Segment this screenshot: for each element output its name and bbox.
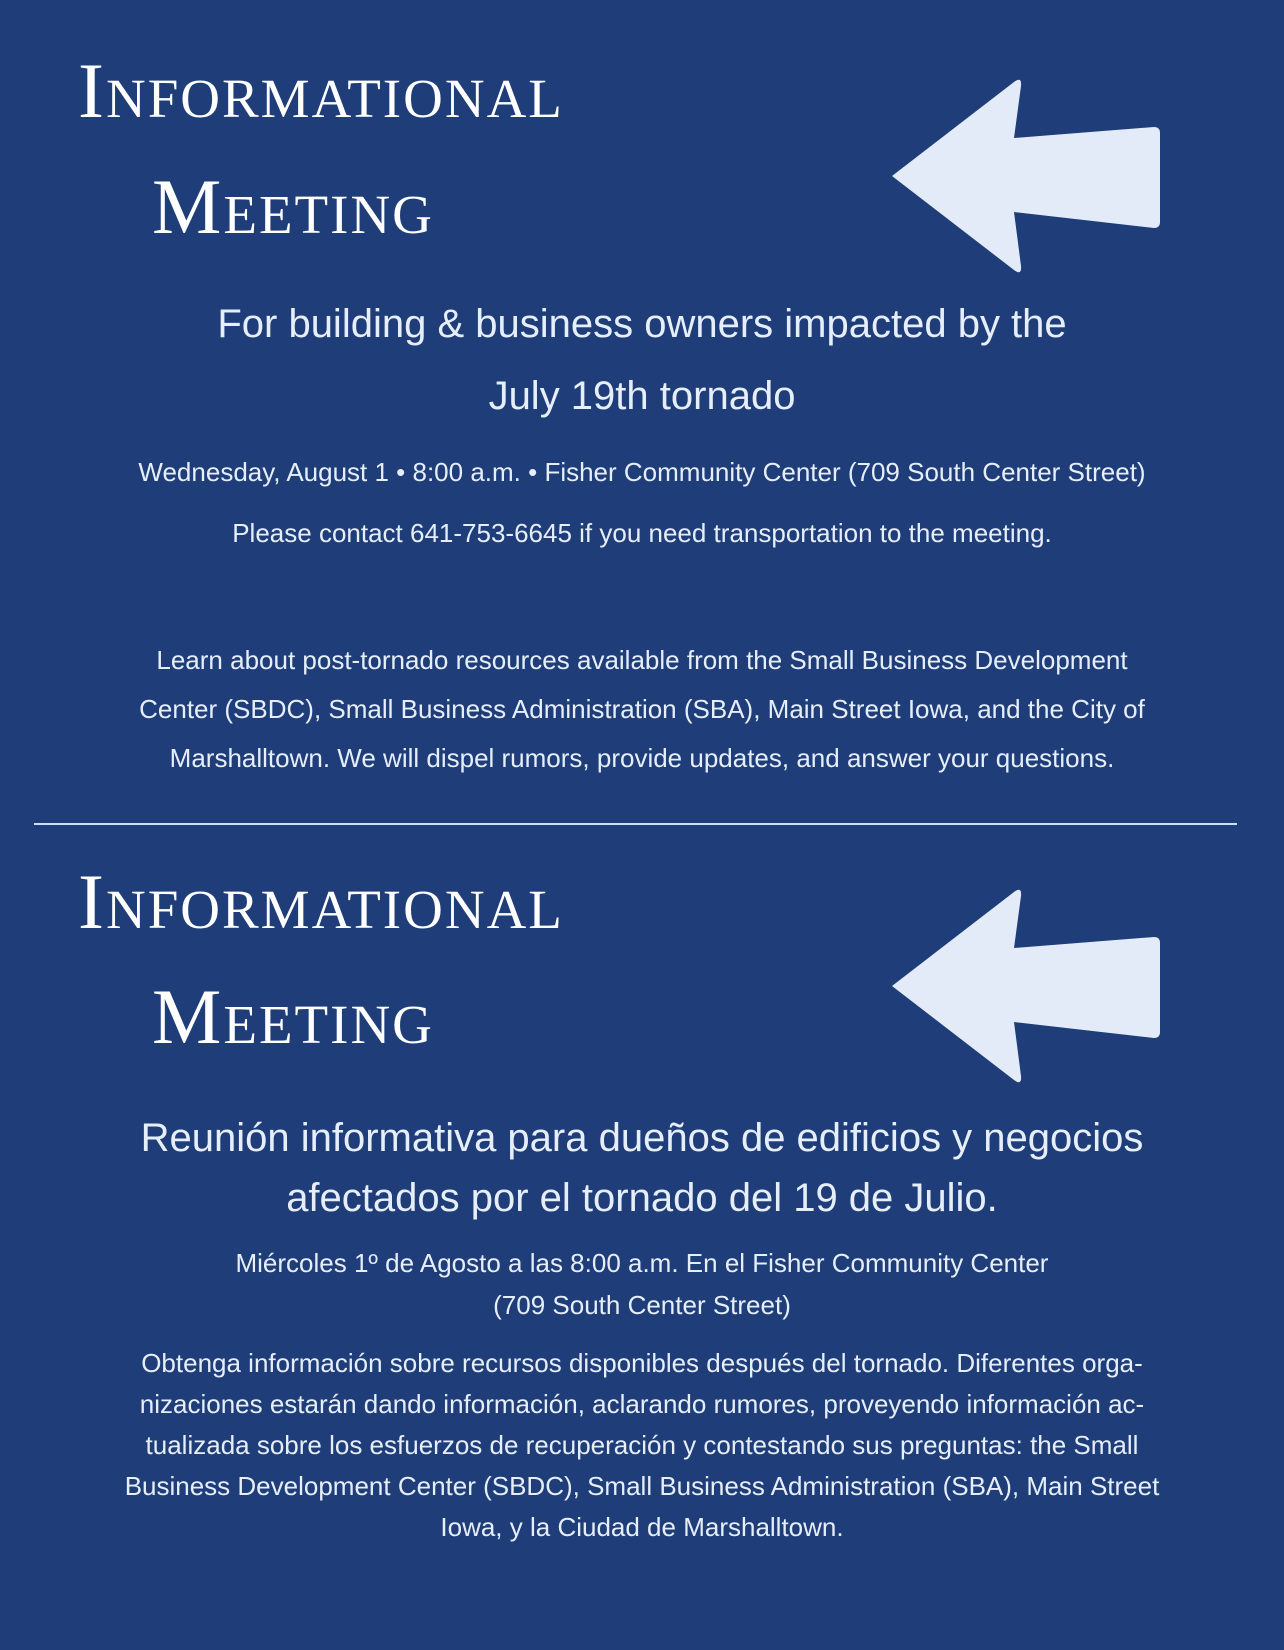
description-line: Learn about post-tornado resources available from the Small Business Development — [156, 645, 1128, 675]
subtitle-line2-en: July 19th tornado — [488, 374, 796, 418]
section-divider — [34, 823, 1237, 825]
subtitle-line2-es: afectados por el tornado del 19 de Julio. — [286, 1176, 998, 1220]
arrow-left-icon — [888, 882, 1160, 1084]
description-line: Iowa, y la Ciudad de Marshalltown. — [440, 1512, 844, 1542]
description-line: tualizada sobre los esfuerzos de recuperación y contestando sus preguntas: the Small — [145, 1430, 1139, 1460]
description-line: Business Development Center (SBDC), Small Business Administration (SBA), Main Street — [124, 1471, 1160, 1501]
arrow-left-icon — [888, 72, 1160, 274]
event-details-en: Wednesday, August 1 • 8:00 a.m. • Fisher Community Center (709 South Center Street) — [138, 457, 1146, 487]
description-es — [30, 1343, 1254, 1548]
title-informational-es: Informational — [78, 858, 564, 945]
description-line: Obtenga información sobre recursos disponibles después del tornado. Diferentes orga- — [141, 1348, 1143, 1378]
description-line: Marshalltown. We will dispel rumors, provide updates, and answer your questions. — [169, 743, 1115, 773]
transportation-contact-en: Please contact 641-753-6645 if you need transportation to the meeting. — [232, 518, 1052, 548]
title-meeting-es: Meeting — [152, 973, 434, 1060]
event-details-line1-es: Miércoles 1º de Agosto a las 8:00 a.m. En el Fisher Community Center — [235, 1248, 1049, 1278]
description-line: Center (SBDC), Small Business Administration (SBA), Main Street Iowa, and the City of — [139, 694, 1145, 724]
event-details-line2-es: (709 South Center Street) — [493, 1290, 791, 1320]
subtitle-line1-en: For building & business owners impacted by the — [217, 302, 1067, 346]
title-meeting-en: Meeting — [152, 163, 434, 250]
description-line: nizaciones estarán dando información, aclarando rumores, proveyendo información ac- — [139, 1389, 1145, 1419]
title-informational-en: Informational — [78, 47, 564, 134]
subtitle-line1-es: Reunión informativa para dueños de edificios y negocios — [140, 1116, 1144, 1160]
description-en — [30, 636, 1254, 783]
